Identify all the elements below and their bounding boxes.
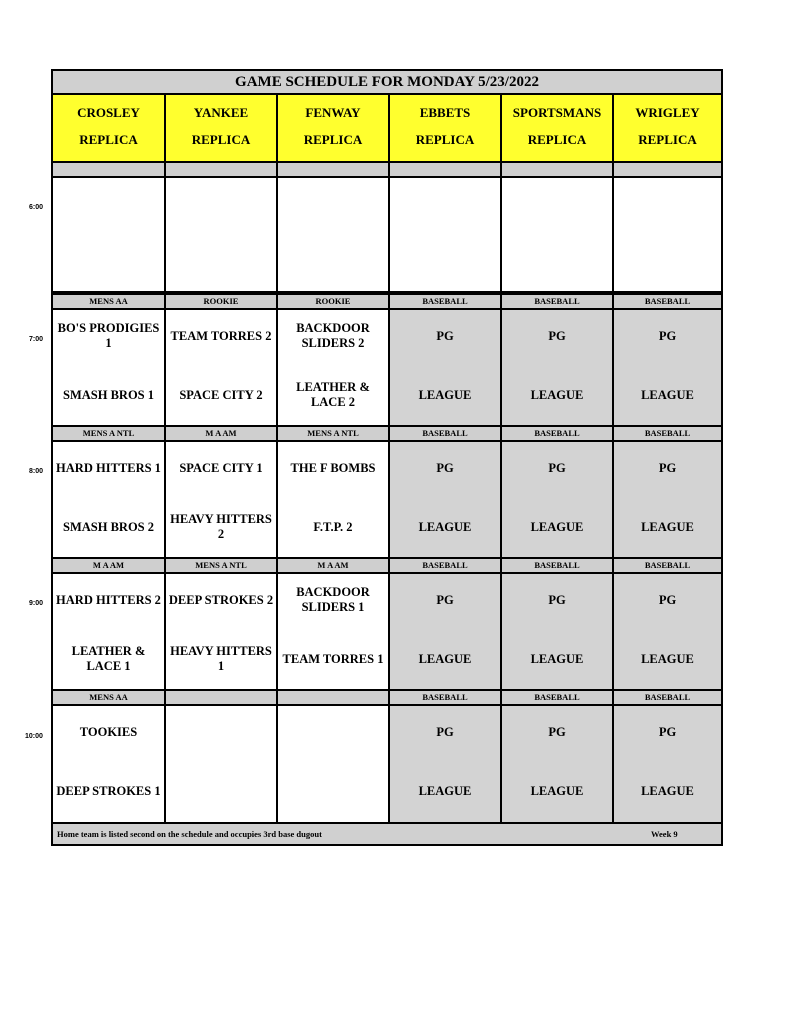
league-label: LEAGUE [418, 519, 472, 534]
field-name: YANKEE [193, 105, 249, 120]
visitor-team: HARD HITTERS 1 [56, 460, 161, 475]
league-label: PG [658, 592, 677, 607]
category-label: BASEBALL [390, 427, 500, 440]
home-team: SMASH BROS 2 [63, 519, 154, 534]
category-label [166, 691, 276, 704]
game-cell [502, 310, 612, 425]
field-name: SPORTSMANS [512, 105, 602, 120]
home-team: HEAVY HITTERS 1 [170, 644, 272, 673]
field-header-2 [278, 95, 388, 161]
category-label [390, 163, 500, 176]
league-label: PG [658, 724, 677, 739]
league-label: PG [436, 460, 454, 475]
field-header-0 [53, 95, 164, 161]
field-header-3 [390, 95, 500, 161]
field-name: FENWAY [305, 105, 361, 120]
league-label: LEAGUE [418, 783, 472, 798]
field-header-1 [166, 95, 276, 161]
game-cell [502, 178, 612, 291]
league-label: LEAGUE [641, 783, 694, 798]
visitor-team: SPACE CITY 1 [179, 460, 263, 475]
schedule-footer [53, 824, 721, 844]
league-label: LEAGUE [641, 387, 694, 402]
category-label [614, 163, 721, 176]
game-cell [166, 310, 276, 425]
game-cell [278, 178, 388, 291]
league-label: PG [436, 328, 454, 343]
game-cell [278, 310, 388, 425]
category-label: MENS A NTL [166, 559, 276, 572]
home-team: DEEP STROKES 1 [56, 783, 161, 798]
league-label: PG [548, 460, 566, 475]
home-team: SMASH BROS 1 [63, 387, 154, 402]
game-cell [390, 310, 500, 425]
game-cell [53, 178, 164, 291]
category-label: BASEBALL [614, 559, 721, 572]
category-label: M A AM [53, 559, 164, 572]
game-cell [53, 442, 164, 557]
visitor-team: THE F BOMBS [290, 460, 376, 475]
game-cell [390, 574, 500, 689]
category-label: M A AM [278, 559, 388, 572]
field-name: EBBETS [419, 105, 471, 120]
game-cell [53, 706, 164, 822]
league-label: PG [548, 724, 566, 739]
category-label: BASEBALL [390, 295, 500, 308]
league-label: LEAGUE [418, 651, 472, 666]
game-cell [614, 442, 721, 557]
home-team: HEAVY HITTERS 2 [170, 512, 272, 541]
field-header-5 [614, 95, 721, 161]
category-label [278, 691, 388, 704]
game-cell [614, 706, 721, 822]
visitor-team: BACKDOOR SLIDERS 1 [296, 585, 370, 614]
visitor-team: TOOKIES [79, 724, 138, 739]
game-cell [53, 574, 164, 689]
league-label: LEAGUE [418, 387, 472, 402]
game-cell [390, 442, 500, 557]
game-cell [166, 574, 276, 689]
game-cell [53, 310, 164, 425]
category-label: BASEBALL [390, 559, 500, 572]
category-label: BASEBALL [614, 295, 721, 308]
schedule-table [51, 69, 723, 846]
time-label: 10:00 [25, 733, 43, 740]
visitor-team: BACKDOOR SLIDERS 2 [296, 321, 370, 350]
league-label: PG [548, 328, 566, 343]
time-label: 9:00 [29, 600, 44, 607]
league-label: PG [436, 592, 454, 607]
home-team: F.T.P. 2 [313, 519, 353, 534]
category-label: ROOKIE [278, 295, 388, 308]
game-cell [502, 442, 612, 557]
week-label: Week 9 [651, 829, 678, 839]
league-label: PG [658, 328, 677, 343]
field-subtitle: REPLICA [415, 132, 475, 147]
category-label [278, 163, 388, 176]
visitor-team: TEAM TORRES 2 [170, 328, 272, 343]
footer-note: Home team is listed second on the schedule and occupies 3rd base dugout [57, 829, 322, 839]
category-label: ROOKIE [166, 295, 276, 308]
league-label: PG [658, 460, 677, 475]
field-header-4 [502, 95, 612, 161]
category-label: M A AM [166, 427, 276, 440]
game-cell [166, 442, 276, 557]
visitor-team: HARD HITTERS 2 [56, 592, 161, 607]
category-label: MENS A NTL [278, 427, 388, 440]
game-cell [614, 574, 721, 689]
category-label: MENS AA [53, 295, 164, 308]
field-subtitle: REPLICA [638, 132, 697, 147]
game-cell [502, 574, 612, 689]
home-team: LEATHER & LACE 1 [71, 644, 146, 673]
league-label: LEAGUE [641, 651, 694, 666]
field-name: WRIGLEY [635, 105, 700, 120]
home-team: TEAM TORRES 1 [282, 651, 384, 666]
category-label: BASEBALL [614, 427, 721, 440]
league-label: LEAGUE [641, 519, 694, 534]
game-cell [502, 706, 612, 822]
game-cell [614, 178, 721, 291]
field-subtitle: REPLICA [79, 132, 138, 147]
time-label: 8:00 [29, 468, 44, 475]
category-label: BASEBALL [502, 559, 612, 572]
game-cell [278, 574, 388, 689]
game-cell [166, 178, 276, 291]
field-subtitle: REPLICA [303, 132, 363, 147]
home-team: LEATHER & LACE 2 [296, 380, 370, 409]
category-label: BASEBALL [390, 691, 500, 704]
league-label: PG [436, 724, 454, 739]
category-label: MENS A NTL [53, 427, 164, 440]
league-label: PG [548, 592, 566, 607]
game-cell [614, 310, 721, 425]
league-label: LEAGUE [530, 651, 584, 666]
league-label: LEAGUE [530, 519, 584, 534]
game-cell [390, 706, 500, 822]
game-cell [390, 178, 500, 291]
category-label: BASEBALL [502, 427, 612, 440]
game-cell [166, 706, 276, 822]
visitor-team: BO'S PRODIGIES 1 [57, 321, 160, 350]
category-label [502, 163, 612, 176]
category-label: BASEBALL [502, 295, 612, 308]
league-label: LEAGUE [530, 387, 584, 402]
field-subtitle: REPLICA [527, 132, 587, 147]
field-subtitle: REPLICA [191, 132, 251, 147]
game-cell [278, 706, 388, 822]
visitor-team: DEEP STROKES 2 [168, 592, 274, 607]
time-label: 6:00 [29, 204, 44, 211]
league-label: LEAGUE [530, 783, 584, 798]
game-cell [278, 442, 388, 557]
category-label [53, 163, 164, 176]
time-label: 7:00 [29, 336, 44, 343]
home-team: SPACE CITY 2 [179, 387, 263, 402]
field-name: CROSLEY [77, 105, 140, 120]
category-label: MENS AA [53, 691, 164, 704]
category-label [166, 163, 276, 176]
schedule-title: GAME SCHEDULE FOR MONDAY 5/23/2022 [53, 71, 721, 93]
category-label: BASEBALL [614, 691, 721, 704]
category-label: BASEBALL [502, 691, 612, 704]
